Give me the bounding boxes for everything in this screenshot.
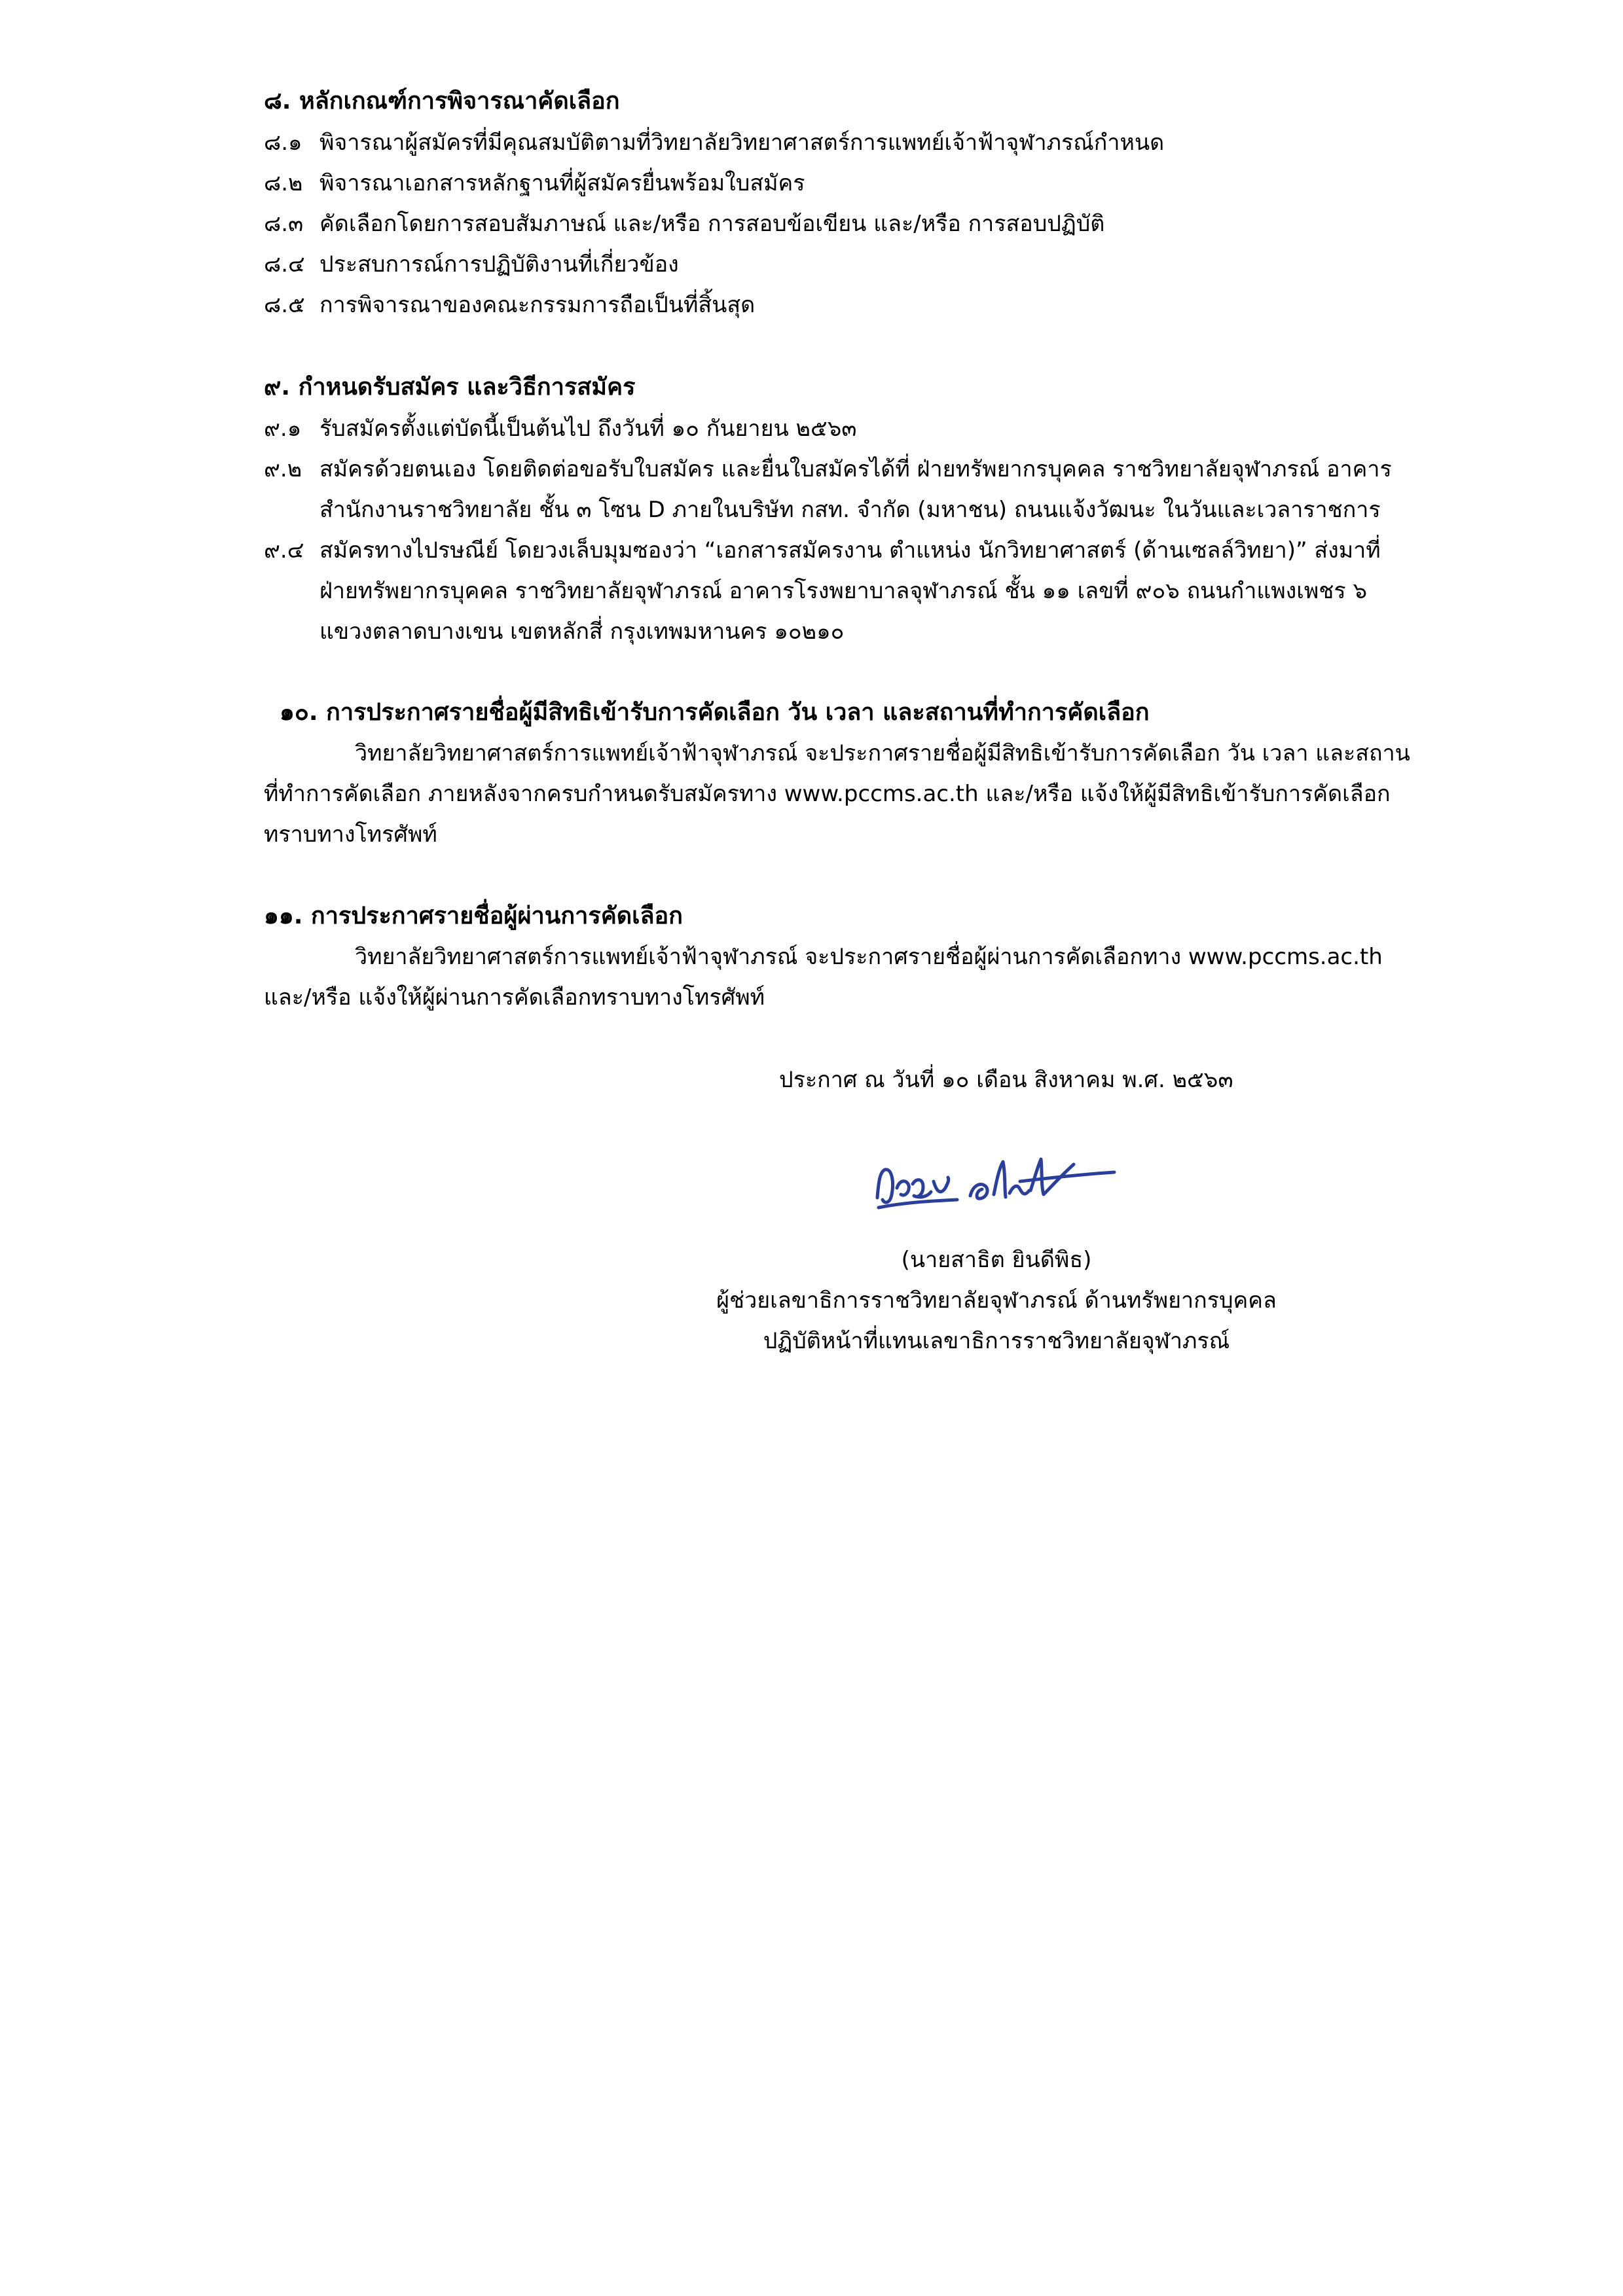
- section-9-item-text: สมัครด้วยตนเอง โดยติดต่อขอรับใบสมัคร และยื่นใบสมัครได้ที่ ฝ่ายทรัพยากรบุคคล ราชวิทยาลัยจุฬาภรณ์ อาคาร: [319, 456, 1392, 482]
- section-9-item-text: แขวงตลาดบางเขน เขตหลักสี่ กรุงเทพมหานคร ๑๐๒๑๐: [319, 619, 845, 645]
- section-10-heading: ๑๐. การประกาศรายชื่อผู้มีสิทธิเข้ารับการคัดเลือก วัน เวลา และสถานที่ทำการคัดเลือก: [280, 699, 1150, 726]
- signer-title: ผู้ช่วยเลขาธิการราชวิทยาลัยจุฬาภรณ์ ด้านทรัพยากรบุคคล: [716, 1287, 1277, 1314]
- section-8-item-text: พิจารณาเอกสารหลักฐานที่ผู้สมัครยื่นพร้อมใบสมัคร: [319, 170, 805, 196]
- section-11-paragraph-line: และ/หรือ แจ้งให้ผู้ผ่านการคัดเลือกทราบทางโทรศัพท์: [264, 984, 765, 1011]
- section-9-item-text: สมัครทางไปรษณีย์ โดยวงเล็บมุมซองว่า “เอกสารสมัครงาน ตำแหน่ง นักวิทยาศาสตร์ (ด้านเซลล์วิทยา)” ส่งมาที่: [319, 537, 1381, 564]
- section-8-item-text: การพิจารณาของคณะกรรมการถือเป็นที่สิ้นสุด: [319, 292, 756, 318]
- section-8-item-num: ๘.๑: [264, 130, 302, 156]
- signer-name: (นายสาธิต ยินดีพิธ): [901, 1247, 1092, 1273]
- section-11-heading: ๑๑. การประกาศรายชื่อผู้ผ่านการคัดเลือก: [264, 903, 683, 929]
- section-10-paragraph-line: ทราบทางโทรศัพท์: [264, 821, 437, 848]
- section-8-heading: ๘. หลักเกณฑ์การพิจารณาคัดเลือก: [264, 88, 620, 115]
- signer-role: ปฏิบัติหน้าที่แทนเลขาธิการราชวิทยาลัยจุฬาภรณ์: [763, 1328, 1230, 1354]
- section-8-item-num: ๘.๒: [264, 170, 303, 196]
- section-8-item-num: ๘.๕: [264, 292, 305, 318]
- announcement-date: ประกาศ ณ วันที่ ๑๐ เดือน สิงหาคม พ.ศ. ๒๕๖๓: [779, 1067, 1233, 1093]
- section-9-item-text: สำนักงานราชวิทยาลัย ชั้น ๓ โซน D ภายในบริษัท กสท. จำกัด (มหาชน) ถนนแจ้งวัฒนะ ในวันและเวลาราชการ: [319, 497, 1381, 523]
- section-11-paragraph-line: วิทยาลัยวิทยาศาสตร์การแพทย์เจ้าฟ้าจุฬาภรณ์ จะประกาศรายชื่อผู้ผ่านการคัดเลือกทาง www.pccms.ac.th: [355, 944, 1383, 970]
- section-8-item-text: พิจารณาผู้สมัครที่มีคุณสมบัติตามที่วิทยาลัยวิทยาศาสตร์การแพทย์เจ้าฟ้าจุฬาภรณ์กำหนด: [319, 130, 1165, 156]
- section-10-paragraph-line: ที่ทำการคัดเลือก ภายหลังจากครบกำหนดรับสมัครทาง www.pccms.ac.th และ/หรือ แจ้งให้ผู้มีสิทธิเข้ารับการคัดเลือก: [264, 781, 1391, 807]
- section-9-item-num: ๙.๒: [264, 456, 302, 482]
- section-8-item-num: ๘.๓: [264, 211, 304, 237]
- section-9-item-text: รับสมัครตั้งแต่บัดนี้เป็นต้นไป ถึงวันที่ ๑๐ กันยายน ๒๕๖๓: [319, 416, 857, 442]
- section-8-item-text: ประสบการณ์การปฏิบัติงานที่เกี่ยวข้อง: [319, 251, 679, 278]
- section-10-paragraph-line: วิทยาลัยวิทยาศาสตร์การแพทย์เจ้าฟ้าจุฬาภรณ์ จะประกาศรายชื่อผู้มีสิทธิเข้ารับการคัดเลือก วัน เวลา และสถาน: [355, 740, 1410, 766]
- section-9-item-num: ๙.๑: [264, 416, 302, 442]
- signature-image: [866, 1142, 1127, 1221]
- section-9-item-text: ฝ่ายทรัพยากรบุคคล ราชวิทยาลัยจุฬาภรณ์ อาคารโรงพยาบาลจุฬาภรณ์ ชั้น ๑๑ เลขที่ ๙๐๖ ถนนกำแพงเพชร ๖: [319, 578, 1368, 604]
- section-8-item-text: คัดเลือกโดยการสอบสัมภาษณ์ และ/หรือ การสอบข้อเขียน และ/หรือ การสอบปฏิบัติ: [319, 211, 1105, 237]
- section-9-item-num: ๙.๔: [264, 537, 304, 564]
- section-8-item-num: ๘.๔: [264, 251, 305, 278]
- section-9-heading: ๙. กำหนดรับสมัคร และวิธีการสมัคร: [264, 374, 636, 401]
